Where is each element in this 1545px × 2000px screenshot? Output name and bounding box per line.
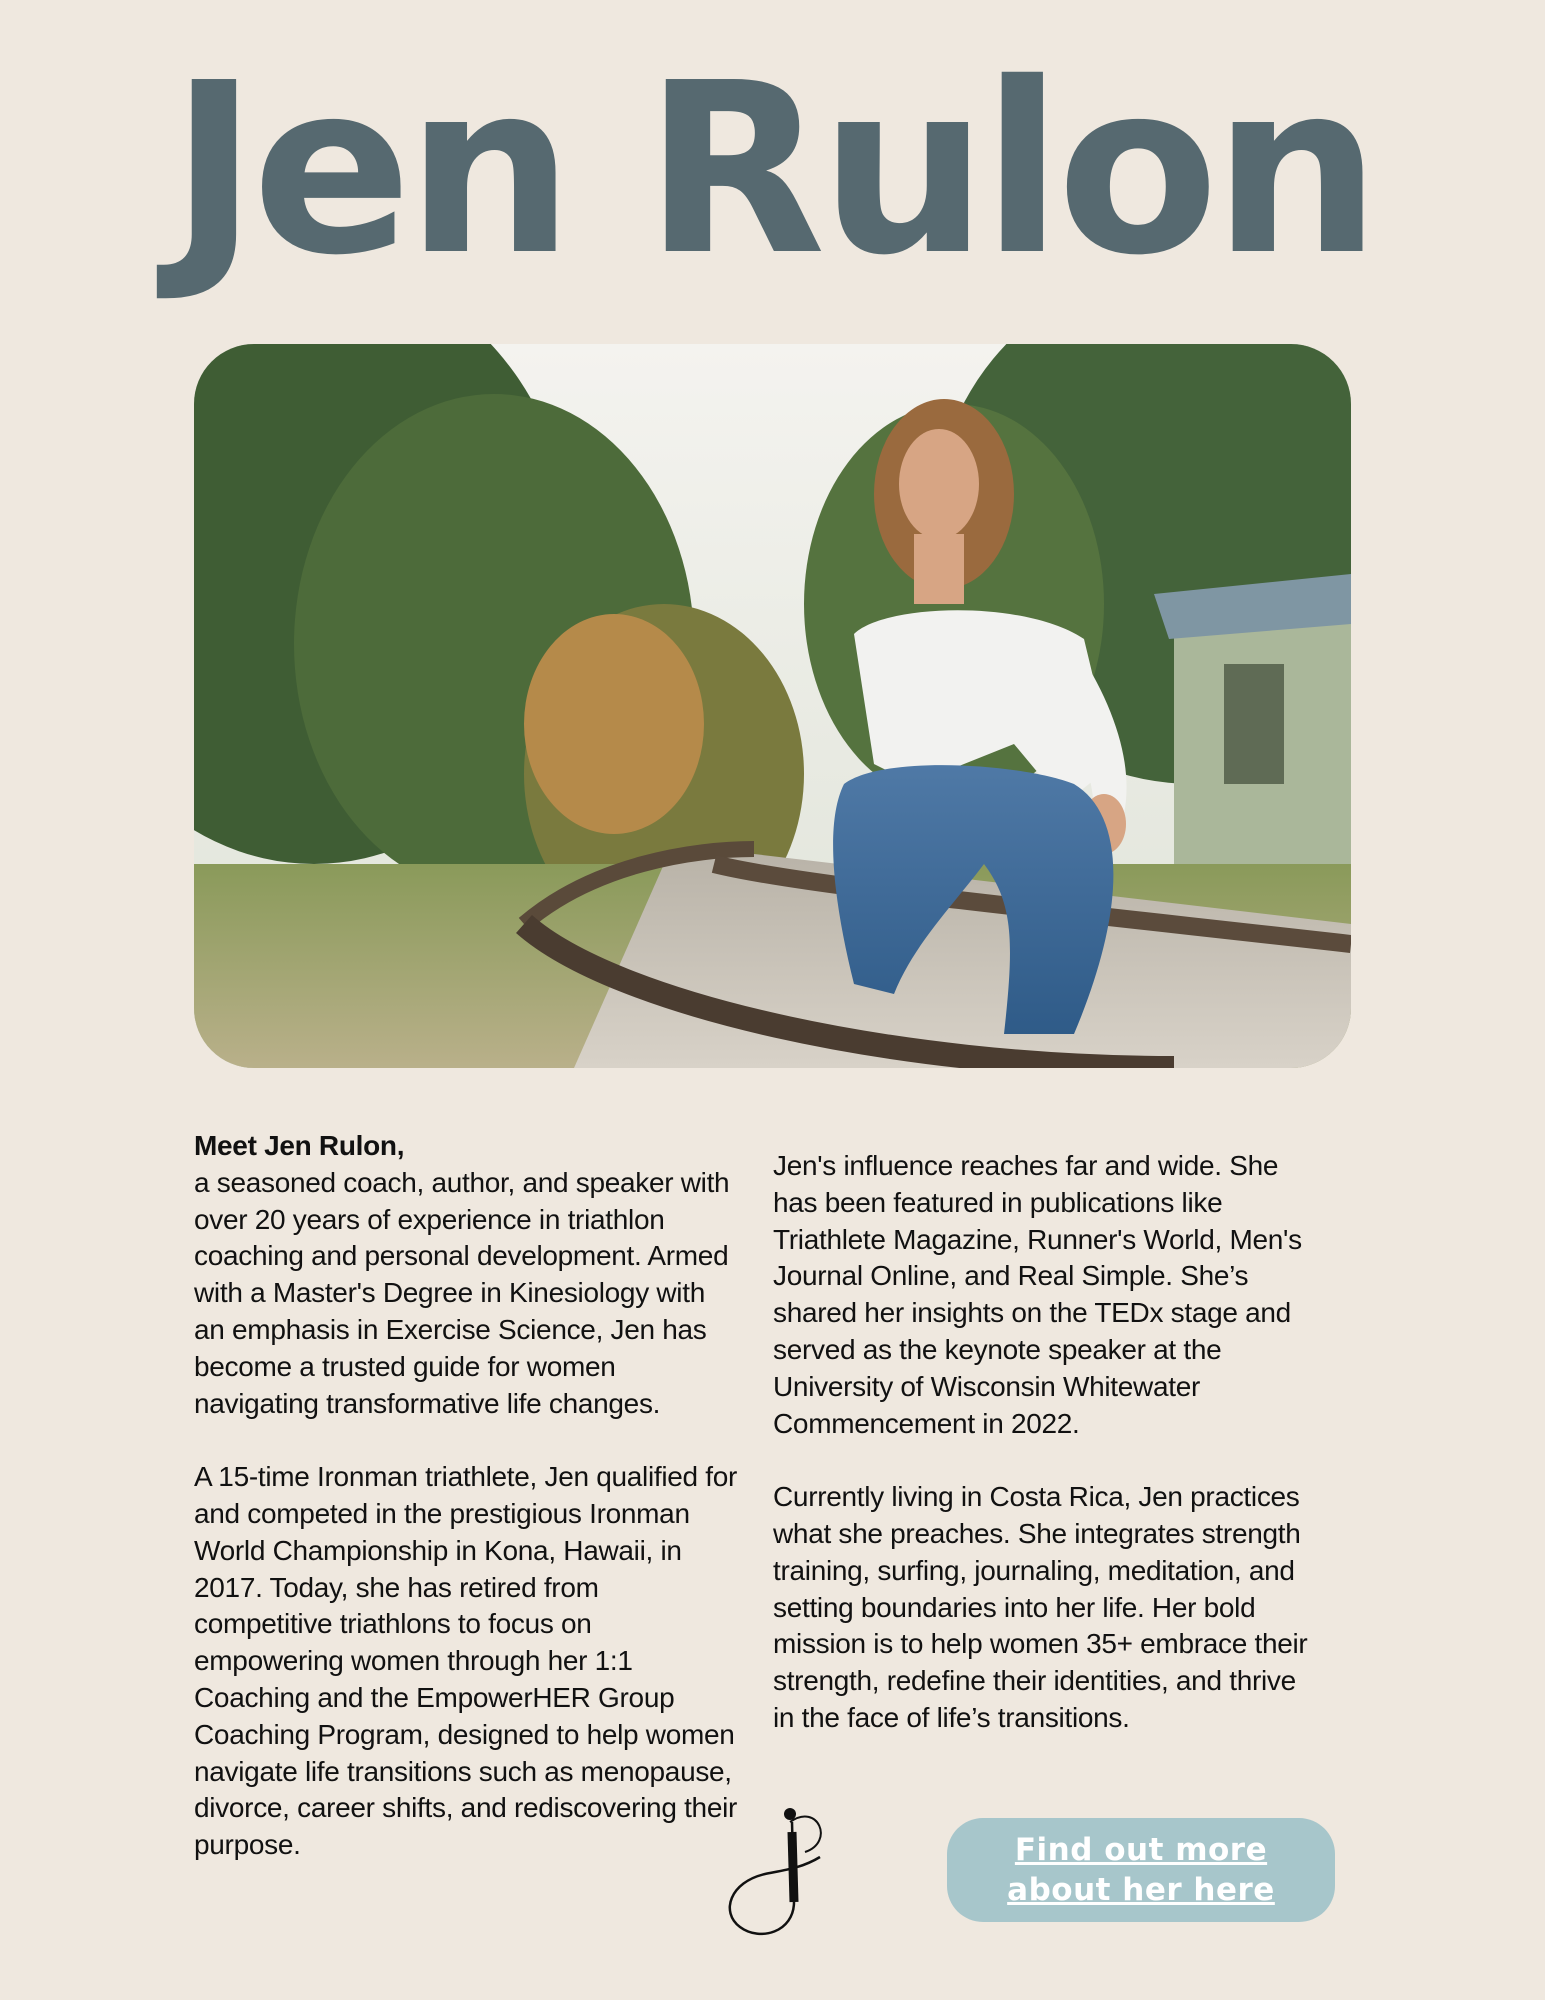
hero-photo [194,344,1351,1068]
bio-paragraph-2: A 15-time Ironman triathlete, Jen qualified for and competed in the prestigious Ironman World Championship in Kona, Hawaii, in 2017. Today, she has retired from competitive triathlons to focus on empowering women through her 1:1 Coaching and the EmpowerHER Group Coaching Program, designed to help women navigate life transitions such as menopause, divorce, career shifts, and rediscovering their purpose. [194,1461,738,1861]
find-out-more-label: Find out more about her here [1007,1832,1275,1908]
bio-column-left [194,1128,742,1901]
bio-paragraph-1-text: a seasoned coach, author, and speaker with over 20 years of experience in triathlon coaching and personal development. Armed with a Master's Degree in Kinesiology with an emphasis in Exercise Science, Jen has become a trusted guide for women navigating transformative life changes. [194,1166,730,1419]
bio-paragraph-1 [194,1128,742,1422]
bio-lead: Meet Jen Rulon, [194,1130,405,1161]
hero-photo-illustration [194,344,1351,1068]
jr-monogram-icon [710,1802,840,1942]
bio-column-right [773,1148,1321,1774]
bio-paragraph-3: Jen's influence reaches far and wide. She has been featured in publications like Triathlete Magazine, Runner's World, Men's Journal Online, and Real Simple. She’s shared her insights on the TEDx stage and served as the keynote speaker at the University of Wisconsin Whitewater Commencement in 2022. [773,1150,1302,1439]
bio-paragraph-4: Currently living in Costa Rica, Jen practices what she preaches. She integrates strength training, surfing, journaling, meditation, and setting boundaries into her life. Her bold mission is to help women 35+ embrace their strength, redefine their identities, and thrive in the face of life’s transitions. [773,1481,1308,1733]
page-title: Jen Rulon [170,32,1375,307]
find-out-more-button[interactable] [947,1818,1335,1922]
